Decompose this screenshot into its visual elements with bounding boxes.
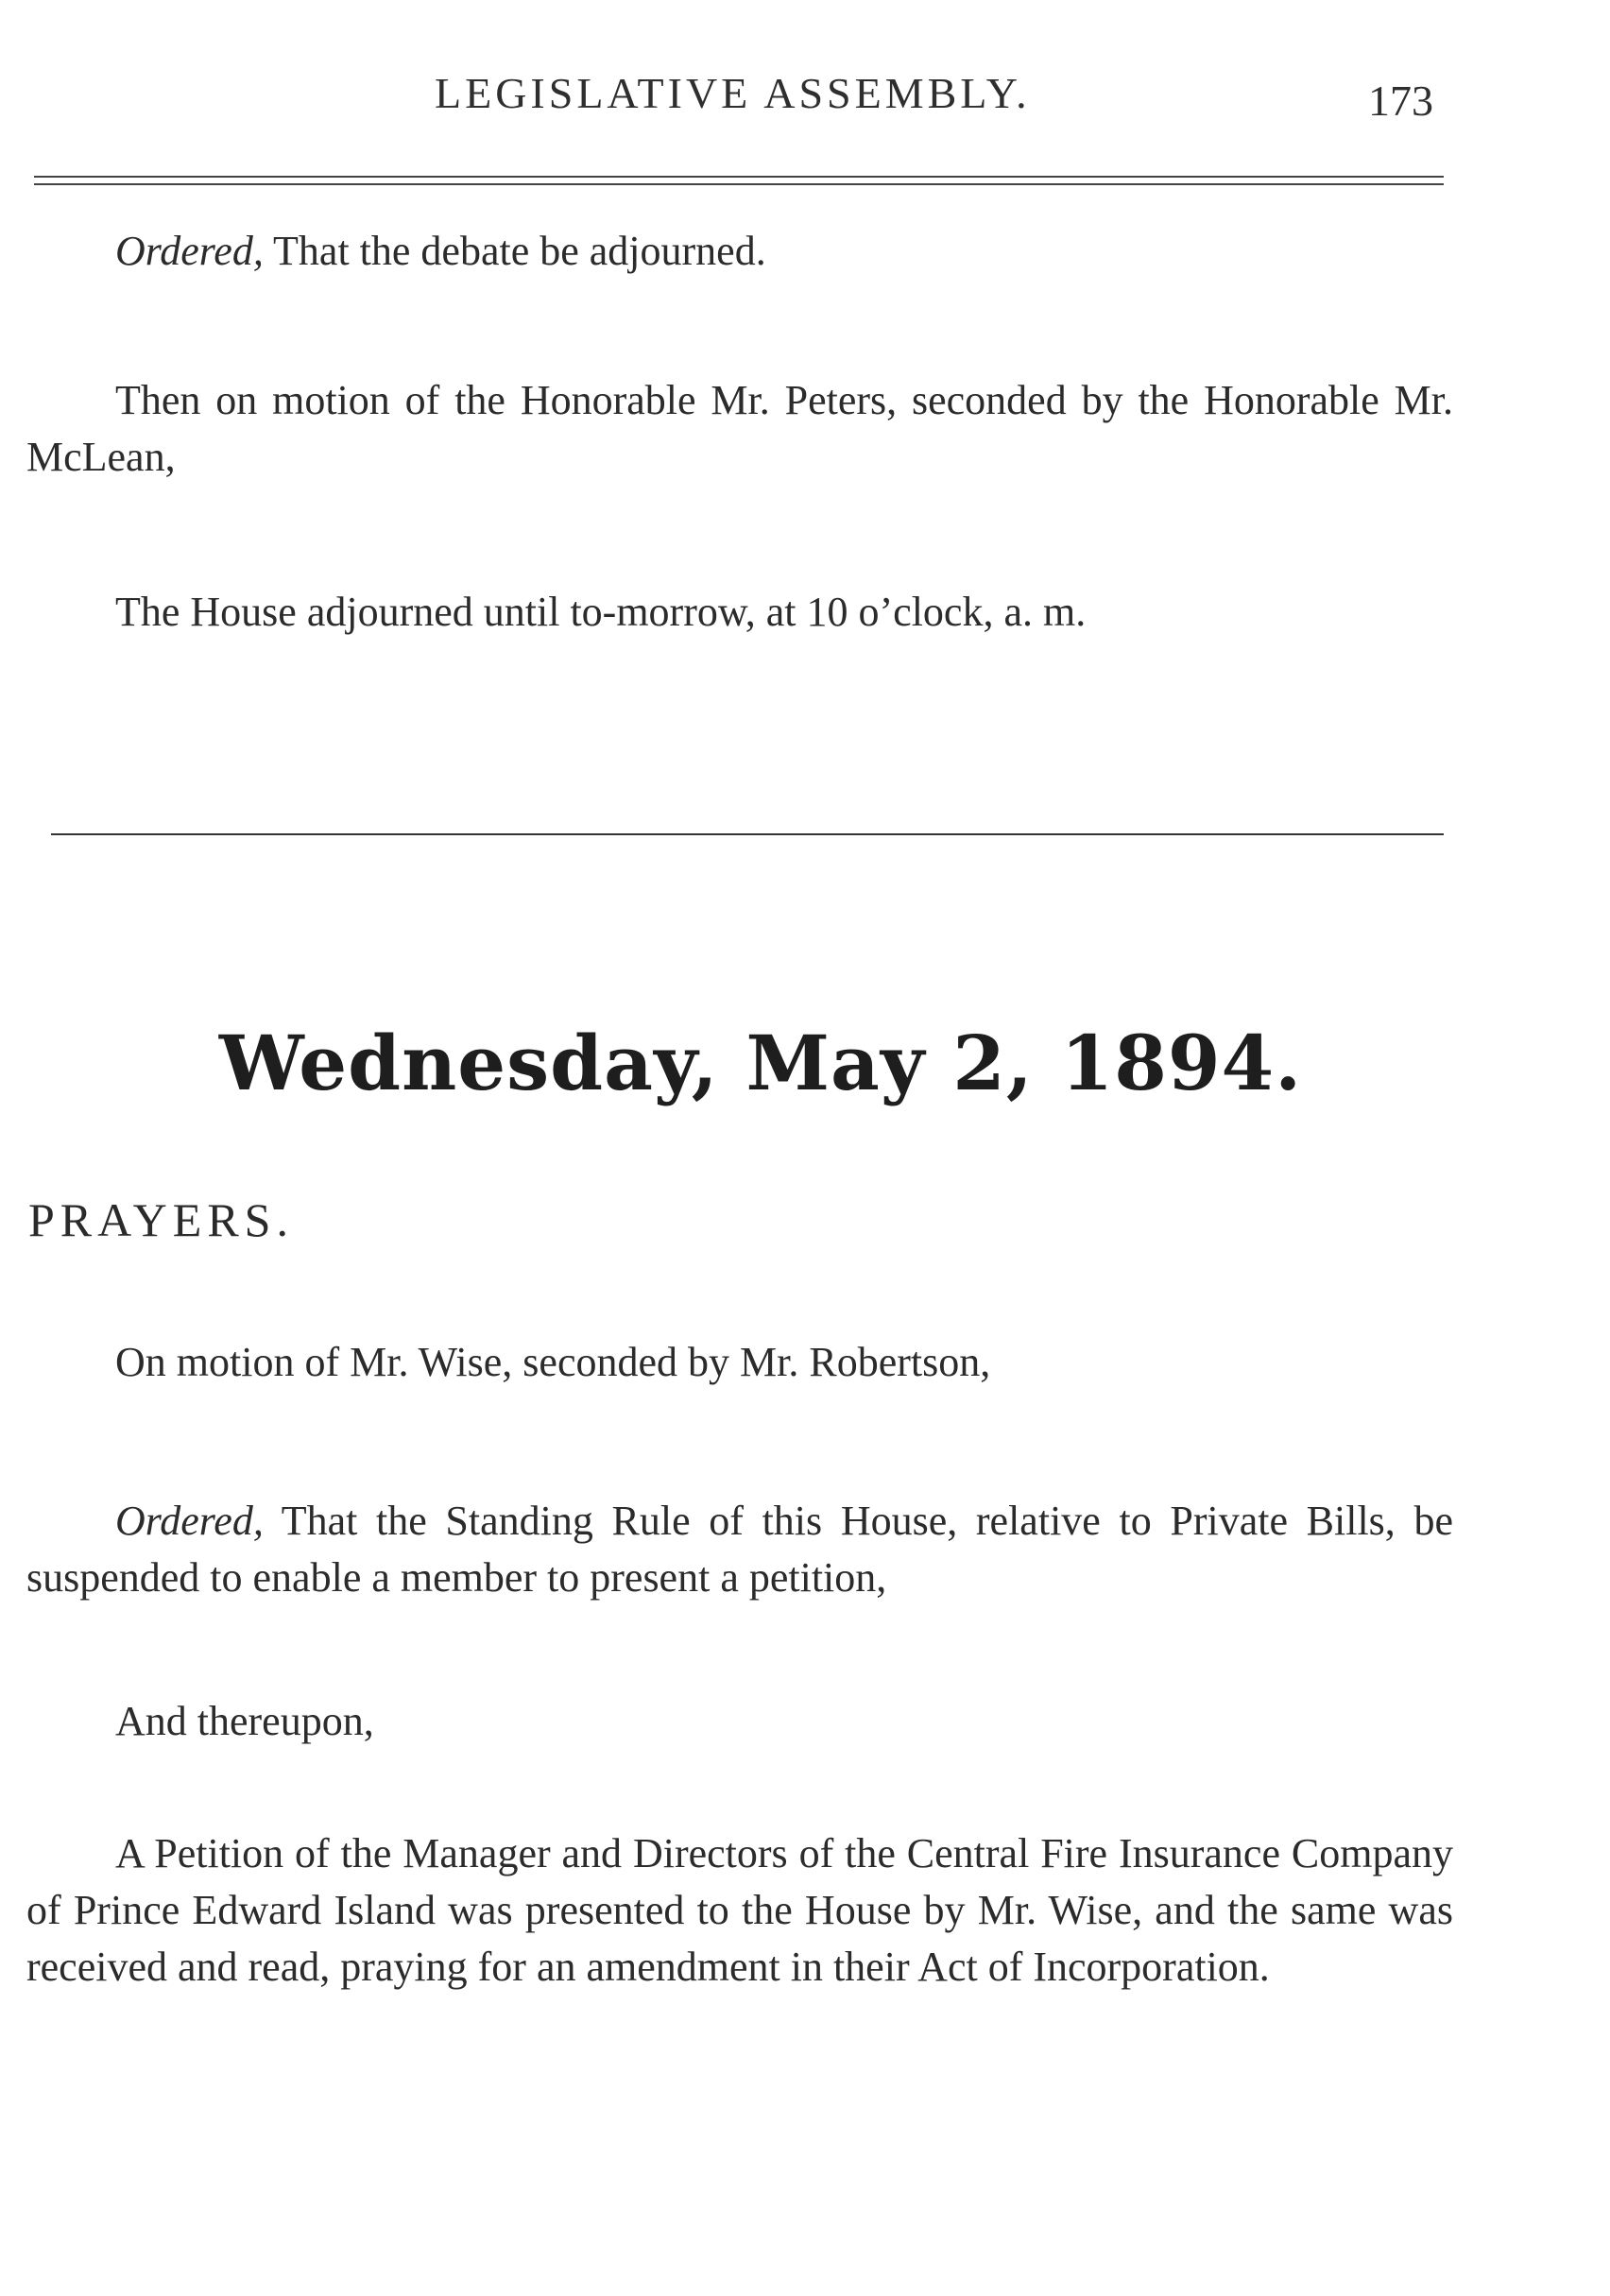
date-heading: Wednesday, May 2, 1894. [218,1019,1303,1107]
running-head [0,68,1610,125]
paragraph-petition: A Petition of the Manager and Directors of the Central Fire Insurance Company of Prince Edward Island was presented to the House by Mr. Wise, and the same was received and read, praying for an amendment in their Act of Incorporation. [26,1830,1453,1990]
ordered-lead: Ordered, [115,1498,264,1544]
running-title: LEGISLATIVE ASSEMBLY. [435,69,1031,117]
header-double-rule [34,176,1444,185]
paragraph-ordered-adjourned [26,223,1453,280]
section-divider-rule [51,833,1444,835]
paragraph-house-adjourned: The House adjourned until to-morrow, at 10 o’clock, a. m. [115,589,1087,635]
paragraph-text: That the Standing Rule of this House, relative to Private Bills, be suspended to enable a member to present a petition, [26,1498,1453,1601]
page-number: 173 [1368,77,1433,125]
paragraph-ordered-standing-rule [26,1493,1453,1606]
ordered-lead: Ordered, [115,228,264,274]
prayers-heading: PRAYERS. [28,1193,294,1246]
paragraph-motion-wise: On motion of Mr. Wise, seconded by Mr. Robertson, [115,1339,991,1385]
paragraph-text: That the debate be adjourned. [263,228,766,274]
paragraph-motion-peters: Then on motion of the Honorable Mr. Peters, seconded by the Honorable Mr. McLean, [26,377,1453,480]
paragraph-thereupon: And thereupon, [115,1698,374,1744]
